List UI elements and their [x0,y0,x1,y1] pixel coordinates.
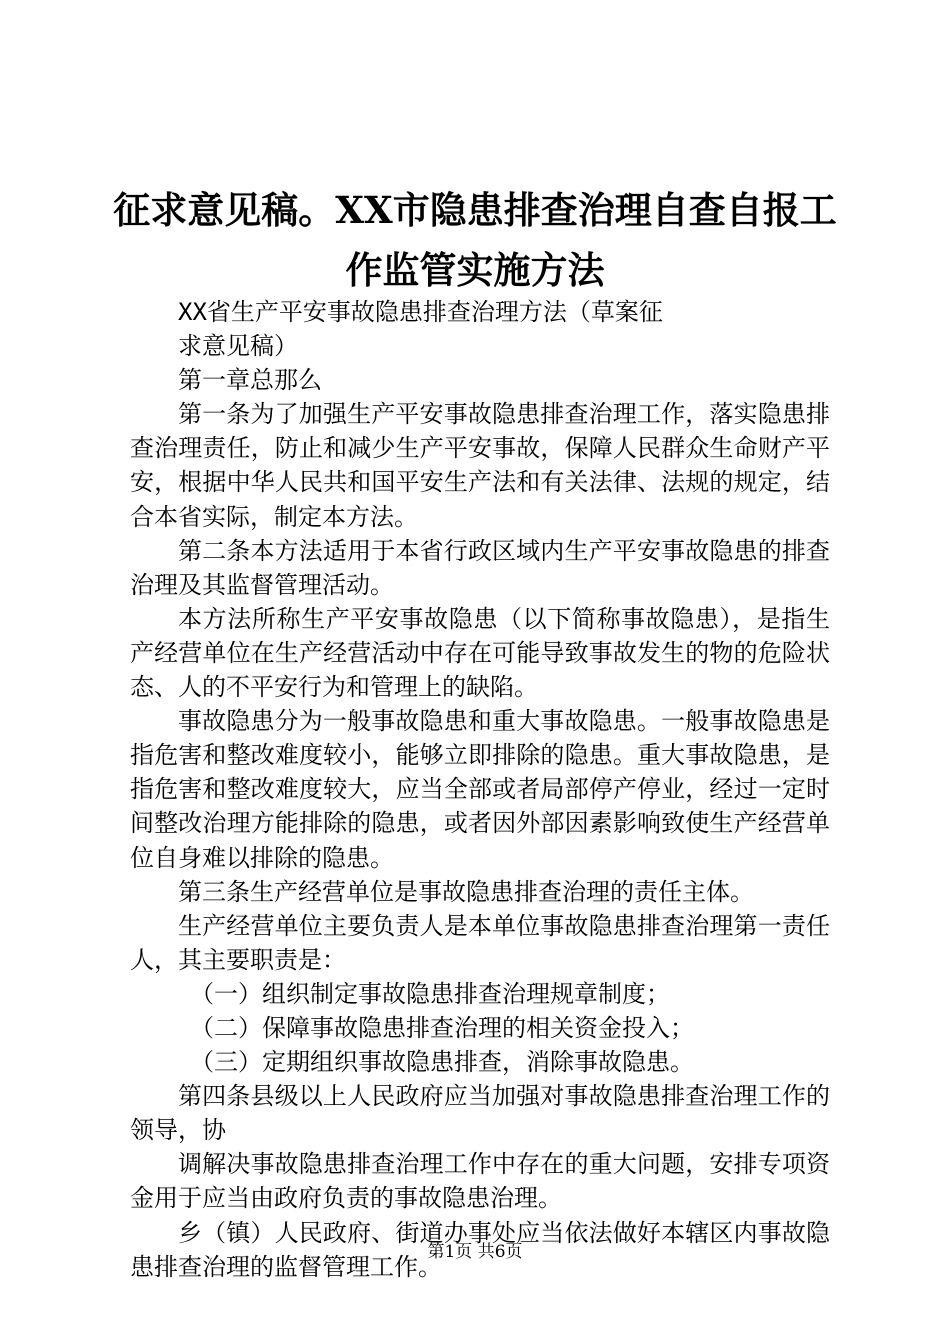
paragraph-article-4: 第四条县级以上人民政府应当加强对事故隐患排查治理工作的领导，协 [130,1082,830,1145]
paragraph-chapter-heading: 第一章总那么 [178,366,322,395]
paragraph-subtitle-line-2: 求意见稿） [178,332,298,361]
document-title-line-2: 作监管实施方法 [345,248,605,292]
document-body [130,295,830,1284]
document-title-line-1: 征求意见稿。XX市隐患排查治理自查自报工 [113,188,837,232]
paragraph-article-4-continued: 调解决事故隐患排查治理工作中存在的重大问题，安排专项资金用于应当由政府负责的事故隐患治理。 [130,1150,830,1213]
page-number: 第1页 共6页 [427,1242,523,1262]
paragraph-subtitle-line-1: XX省生产平安事故隐患排查治理方法（草案征 [178,298,663,326]
list-item-duty-2: （二）保障事故隐患排查治理的相关资金投入； [190,1013,694,1042]
list-item-duty-1: （一）组织制定事故隐患排查治理规章制度； [190,979,670,1008]
paragraph-township-duty: 乡（镇）人民政府、街道办事处应当依法做好本辖区内事故隐患排查治理的监督管理工作。 [130,1218,830,1281]
list-item-duty-3: （三）定期组织事故隐患排查，消除事故隐患。 [190,1048,694,1077]
paragraph-article-3: 第三条生产经营单位是事故隐患排查治理的责任主体。 [178,877,754,906]
paragraph-responsible-person: 生产经营单位主要负责人是本单位事故隐患排查治理第一责任人，其主要职责是： [130,911,830,974]
paragraph-article-1: 第一条为了加强生产平安事故隐患排查治理工作，落实隐患排查治理责任，防止和减少生产平安事故，保障人民群众生命财产平安，根据中华人民共和国平安生产法和有关法律、法规的规定，结合本省实际，制定本方法。 [130,400,830,531]
paragraph-article-2: 第二条本方法适用于本省行政区域内生产平安事故隐患的排查治理及其监督管理活动。 [130,536,830,599]
paragraph-hazard-classification: 事故隐患分为一般事故隐患和重大事故隐患。一般事故隐患是指危害和整改难度较小，能够立即排除的隐患。重大事故隐患，是指危害和整改难度较大，应当全部或者局部停产停业，经过一定时间整改治理方能排除的隐患，或者因外部因素影响致使生产经营单位自身难以排除的隐患。 [130,707,830,872]
paragraph-hazard-definition: 本方法所称生产平安事故隐患（以下简称事故隐患），是指生产经营单位在生产经营活动中存在可能导致事故发生的物的危险状态、人的不平安行为和管理上的缺陷。 [130,604,830,702]
